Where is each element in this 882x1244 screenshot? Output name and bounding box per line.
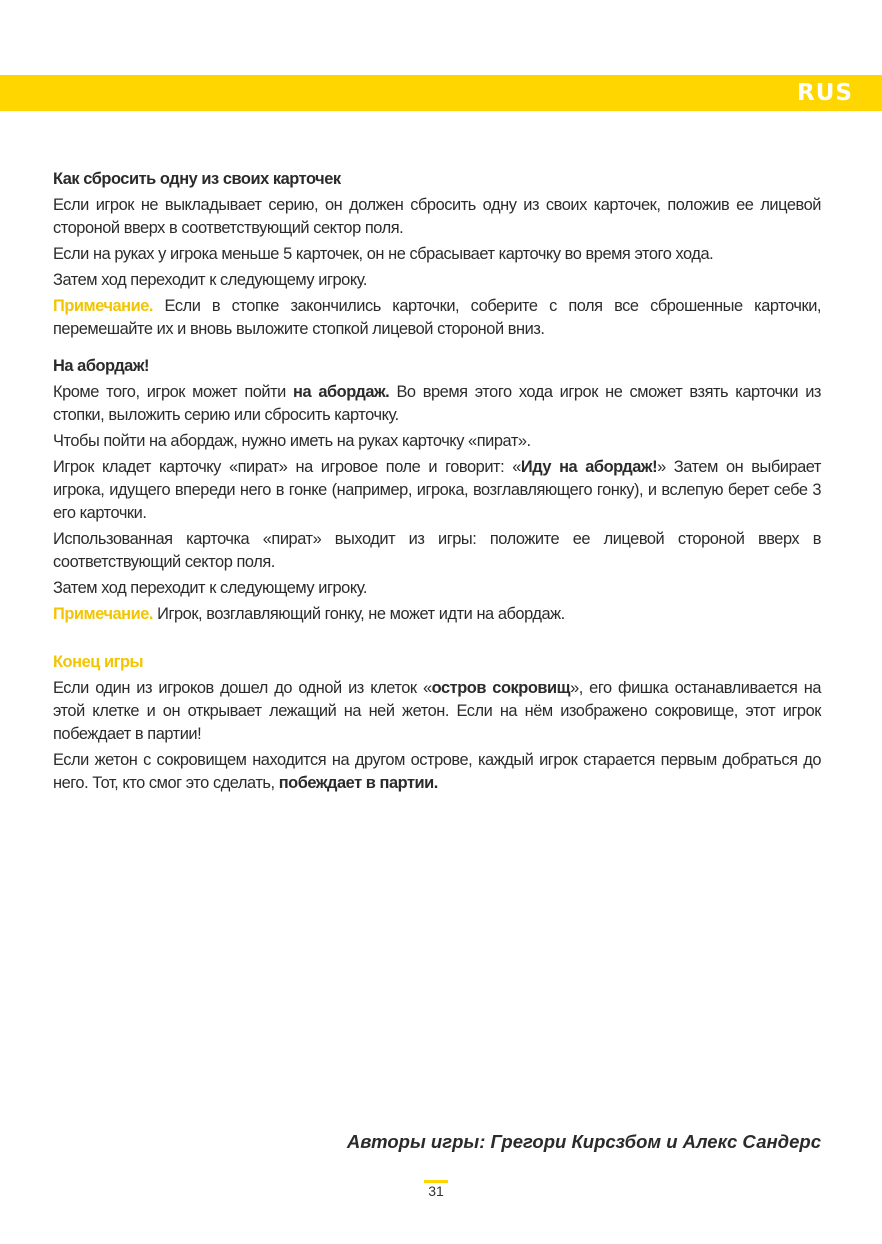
text: », его фишка останавливается на этой клетке и он открывает лежащий на ней жетон. Если на нём изображено сокровище, этот игрок побеждает в партии!	[53, 679, 822, 743]
bold-text: на абордаж.	[293, 383, 390, 401]
section-title: Как сбросить одну из своих карточек	[53, 170, 341, 188]
text: Игрок кладет карточку «пират» на игровое поле и говорит: «	[53, 458, 521, 476]
section-boarding	[53, 355, 821, 626]
note-text: Если в стопке закончились карточки, соберите с поля все сброшенные карточки, перемешайте их и вновь выложите стопкой лицевой стороной вниз.	[53, 297, 822, 338]
text: Если один из игроков дошел до одной из клеток «	[53, 679, 432, 697]
section-title: На абордаж!	[53, 357, 150, 375]
note-label: Примечание.	[53, 297, 154, 315]
language-banner	[0, 75, 882, 111]
paragraph	[53, 456, 821, 525]
note-text: Игрок, возглавляющий гонку, не может идти на абордаж.	[157, 605, 565, 623]
paragraph: Затем ход переходит к следующему игроку.	[53, 579, 367, 597]
text: Во время этого хода игрок не сможет взять карточки из стопки, выложить серию или сбросить карточку.	[53, 383, 821, 424]
rules-content	[53, 168, 821, 798]
paragraph: Использованная карточка «пират» выходит из игры: положите ее лицевой стороной вверх в соответствующий сектор поля.	[53, 530, 821, 571]
paragraph: Если игрок не выкладывает серию, он должен сбросить одну из своих карточек, положив ее лицевой стороной вверх в соответствующий сектор поля.	[53, 196, 821, 237]
paragraph	[53, 381, 821, 427]
section-end-of-game	[53, 651, 821, 795]
paragraph: Затем ход переходит к следующему игроку.	[53, 271, 367, 289]
bold-text: побеждает в партии.	[278, 774, 438, 792]
paragraph: Если на руках у игрока меньше 5 карточек, он не сбрасывает карточку во время этого хода.	[53, 245, 714, 263]
text: Если жетон с сокровищем находится на другом острове, каждый игрок старается первым добраться до него. Тот, кто смог это сделать,	[53, 751, 821, 792]
bold-text: остров сокровищ	[431, 679, 571, 697]
section-discard-card	[53, 168, 821, 341]
note-paragraph	[53, 295, 821, 341]
authors-credit: Авторы игры: Грегори Кирсзбом и Алекс Сандерс	[346, 1131, 821, 1152]
language-label: RUS	[797, 80, 853, 106]
section-title: Конец игры	[53, 653, 144, 671]
note-paragraph	[53, 603, 821, 626]
paragraph: Чтобы пойти на абордаж, нужно иметь на руках карточку «пират».	[53, 432, 531, 450]
bold-text: Иду на абордаж!	[520, 458, 658, 476]
paragraph	[53, 677, 821, 746]
text: » Затем он выбирает игрока, идущего впереди него в гонке (например, игрока, возглавляющего гонку), и вслепую берет себе 3 его карточки.	[53, 458, 821, 522]
text: Кроме того, игрок может пойти	[53, 383, 294, 401]
note-label: Примечание.	[53, 605, 154, 623]
page-number: 31	[428, 1183, 444, 1199]
paragraph	[53, 749, 821, 795]
